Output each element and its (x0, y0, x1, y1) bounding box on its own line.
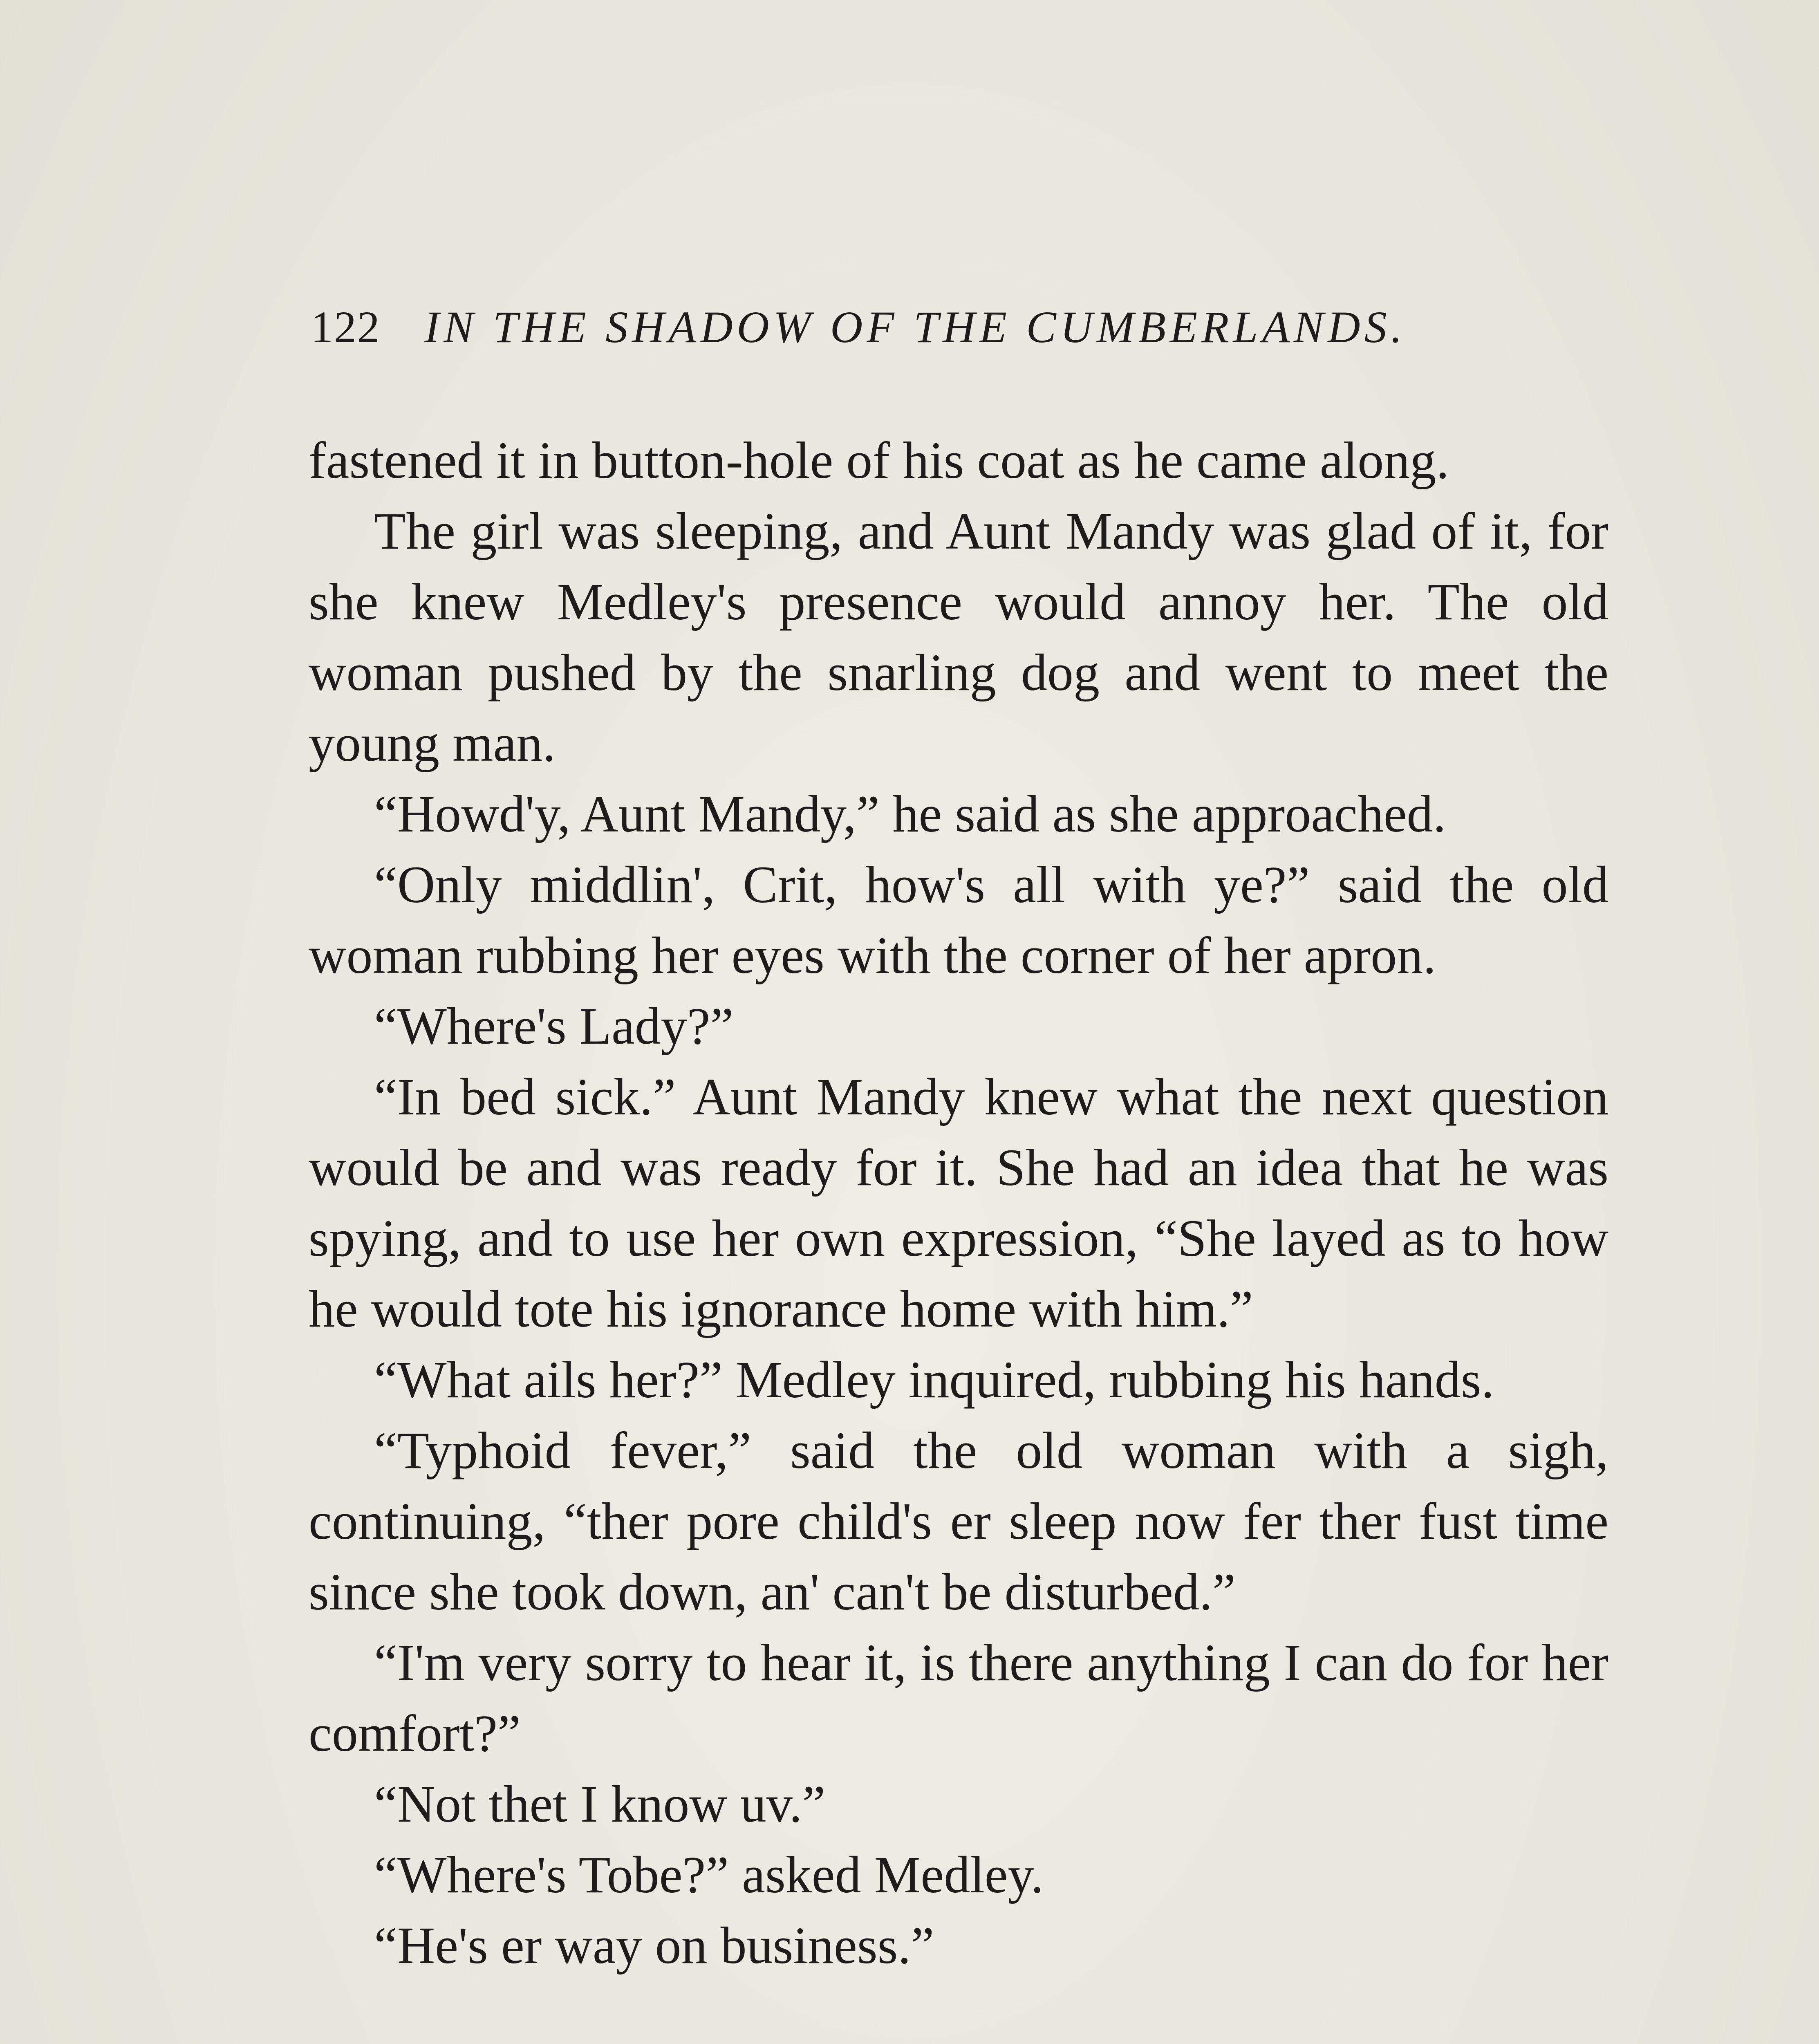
paragraph: “Where's Lady?” (374, 997, 734, 1055)
page-header (311, 294, 1537, 360)
paragraph-continuation: fastened it in button-hole of his coat as he came along. (309, 431, 1449, 489)
paragraph: “Only middlin', Crit, how's all with ye?” said the old woman rubbing her eyes with the corner of her apron. (309, 856, 1608, 984)
paragraph: “Howd'y, Aunt Mandy,” he said as she approached. (374, 785, 1446, 843)
paragraph: “Where's Tobe?” asked Medley. (374, 1846, 1044, 1904)
paragraph: “He's er way on business.” (374, 1916, 934, 1975)
body-text (309, 425, 1608, 1981)
paragraph: “I'm very sorry to hear it, is there anything I can do for her comfort?” (309, 1634, 1608, 1762)
page-number: 122 (311, 302, 381, 352)
paragraph: “Typhoid fever,” said the old woman with a sigh, continuing, “ther pore child's er sleep now fer ther fust time since she took down, an' can't be disturbed.” (309, 1421, 1608, 1621)
paragraph: “Not thet I know uv.” (374, 1775, 826, 1833)
paragraph: The girl was sleeping, and Aunt Mandy was glad of it, for she knew Medley's presence would annoy her. The old woman pushed by the snarling dog and went to meet the young man. (309, 502, 1608, 772)
paragraph: “What ails her?” Medley inquired, rubbing his hands. (374, 1351, 1494, 1409)
paragraph: “In bed sick.” Aunt Mandy knew what the next question would be and was ready for it. She had an idea that he was spying, and to use her own expression, “She layed as to how he would tote his ignorance home with him.” (309, 1068, 1608, 1338)
running-title: IN THE SHADOW OF THE CUMBERLANDS. (424, 302, 1407, 352)
